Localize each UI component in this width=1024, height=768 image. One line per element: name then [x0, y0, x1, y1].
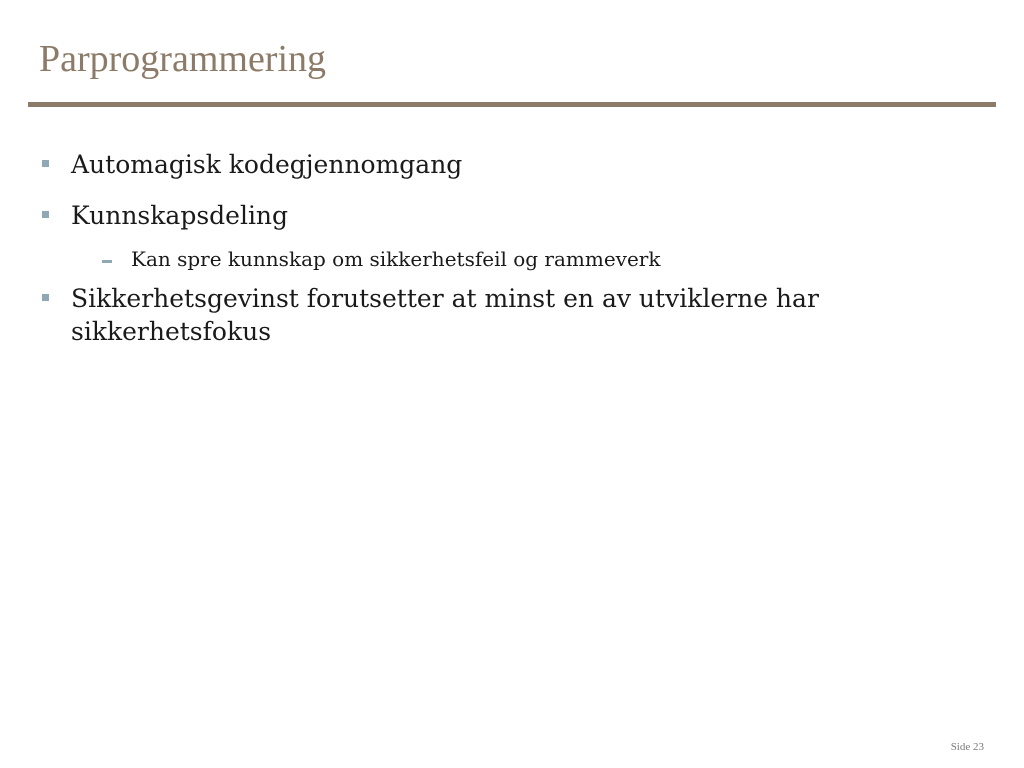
bullet-text: Automagisk kodegjennomgang — [71, 150, 463, 179]
slide-title: Parprogrammering — [39, 38, 327, 80]
page-number: Side 23 — [950, 741, 984, 753]
sub-bullet-list — [71, 246, 940, 272]
bullet-list — [40, 148, 940, 366]
bullet-item — [40, 148, 940, 181]
square-bullet-icon — [42, 160, 49, 167]
dash-bullet-icon — [102, 260, 112, 263]
bullet-item — [40, 199, 940, 272]
square-bullet-icon — [42, 294, 49, 301]
bullet-item — [40, 282, 940, 348]
bullet-text: Sikkerhetsgevinst forutsetter at minst en av utviklerne har sikkerhetsfokus — [71, 284, 819, 346]
sub-bullet-item — [102, 246, 971, 272]
title-divider — [28, 102, 996, 107]
sub-bullet-text: Kan spre kunnskap om sikkerhetsfeil og rammeverk — [131, 247, 661, 271]
bullet-text: Kunnskapsdeling — [71, 201, 289, 230]
square-bullet-icon — [42, 211, 49, 218]
